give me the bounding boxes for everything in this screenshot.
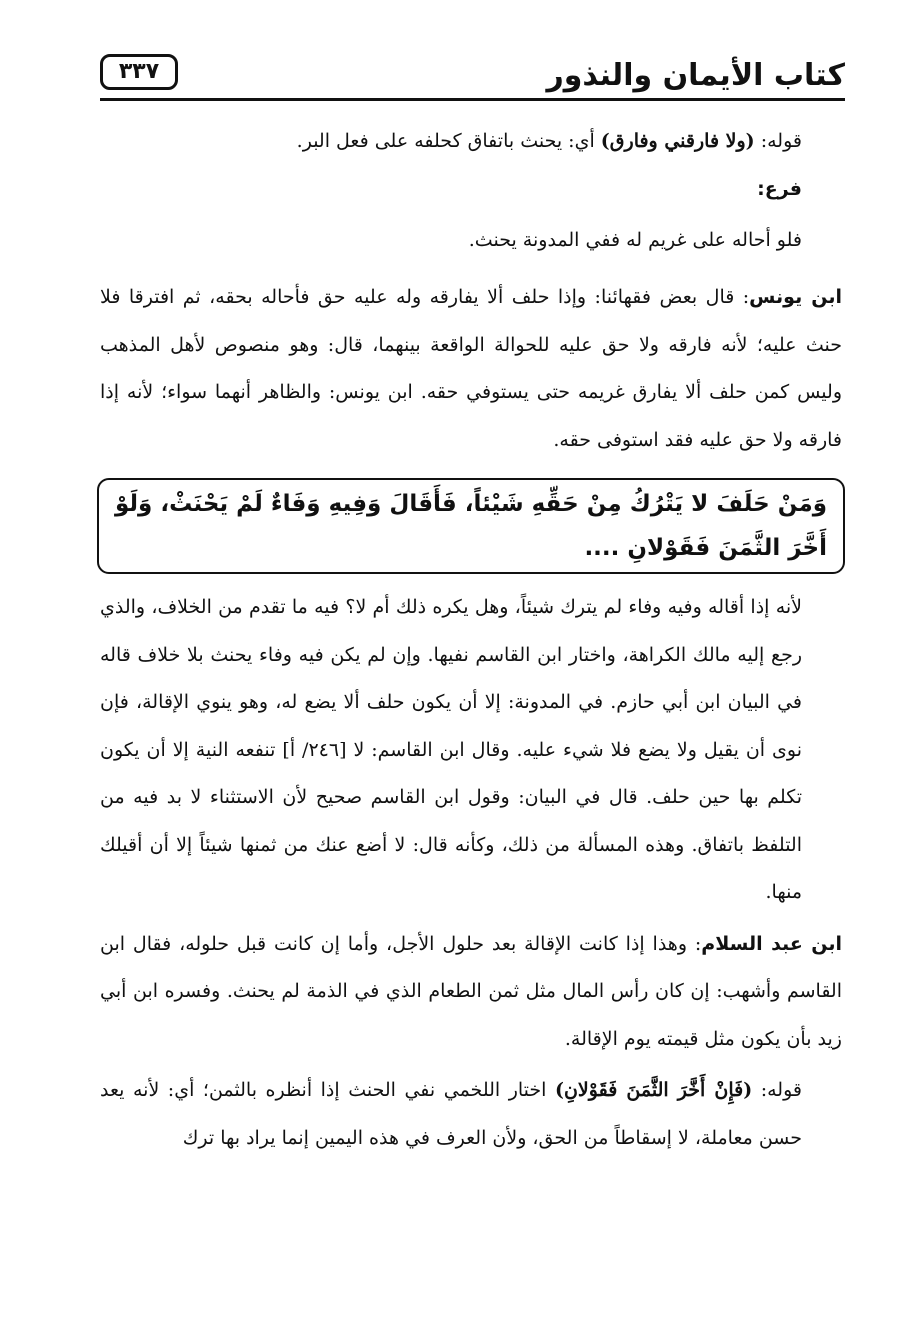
- page-body: [100, 118, 842, 1162]
- section-heading-fara: فرع:: [757, 177, 802, 200]
- paragraph-ibn-abd-alsalam: [100, 921, 842, 1064]
- quoted-matn: (فَإِنْ أَخَّرَ الثَّمَنَ فَقَوْلانِ): [554, 1079, 753, 1101]
- paragraph-text: اختار اللخمي نفي الحنث إذا أنظره بالثمن؛ أي: لأنه يعد حسن معاملة، لا إسقاطاً من الحق، ولأن العرف في هذه اليمين إنما يراد بها ترك: [100, 1079, 802, 1149]
- page-number: ٣٣٧: [100, 54, 178, 90]
- quoted-matn: (ولا فارقني وفارق): [600, 130, 755, 152]
- scholar-label: ابن عبد السلام: [701, 932, 842, 955]
- header-rule: [100, 98, 845, 101]
- paragraph-text: أي: يحنث باتفاق كحلفه على فعل البر.: [296, 130, 601, 152]
- matn-text: وَمَنْ حَلَفَ لا يَتْرُكُ مِنْ حَقِّهِ شَيْئاً، فَأَقَالَ وَفِيهِ وَفَاءٌ لَمْ يَحْنَثْ، وَلَوْ أَخَّرَ الثَّمَنَ فَقَوْلانِ ....: [115, 491, 827, 561]
- qawluhu-prefix: قوله:: [752, 1079, 802, 1101]
- matn-box: [97, 478, 845, 574]
- paragraph-commentary: لأنه إذا أقاله وفيه وفاء لم يترك شيئاً، وهل يكره ذلك أم لا؟ فيه ما تقدم من الخلاف، والذي رجع إليه مالك الكراهة، واختار ابن القاسم نفيها. وإن لم يكن فيه وفاء يحنث بلا خلاف قاله في البيان ابن أبي حازم. في المدونة: إلا أن يكون حلف ألا يضع له، وهو ينوي الإقالة، فإن نوى أن يقيل ولا يضع فلا شيء عليه. وقال ابن القاسم: لا [٢٤٦/ أ] تنفعه النية إلا أن يكون تكلم بها حين حلف. قال في البيان: وقول ابن القاسم صحيح لأن الاستثناء لا بد فيه من التلفظ باتفاق. وهذه المسألة من ذلك، وكأنه قال: لا أضع عنك من ثمنها شيئاً إلا أن أقيلك منها.: [100, 596, 802, 903]
- book-title: كتاب الأيمان والنذور: [546, 58, 845, 93]
- paragraph-qawluhu-1: [100, 118, 842, 166]
- paragraph-qawluhu-2: [100, 1067, 842, 1162]
- paragraph-text: : قال بعض فقهائنا: وإذا حلف ألا يفارقه وله عليه حق فأحاله بحقه، ثم افترقا فلا حنث عليه؛ لأنه فارقه ولا حق عليه للحوالة الواقعة بينهما، قال: وهو منصوص لأهل المذهب وليس كمن حلف ألا يفارق غريمه حتى يستوفي حقه. ابن يونس: والظاهر أنهما سواء؛ لأنه إذا فارقه ولا حق عليه فقد استوفى حقه.: [100, 286, 842, 451]
- paragraph-text: : وهذا إذا كانت الإقالة بعد حلول الأجل، وأما إن كانت قبل حلوله، فقال ابن القاسم وأشهب: إن كان رأس المال مثل ثمن الطعام الذي في الذمة لم يحنث. وفسره ابن أبي زيد بأن يكون مثل قيمته يوم الإقالة.: [100, 932, 842, 1050]
- scholar-label: ابن يونس: [749, 286, 842, 308]
- qawluhu-prefix: قوله:: [754, 130, 802, 152]
- paragraph-ibn-yunus: [100, 274, 842, 464]
- paragraph-hawala: فلو أحاله على غريم له ففي المدونة يحنث.: [468, 228, 802, 251]
- page-header: [100, 54, 845, 102]
